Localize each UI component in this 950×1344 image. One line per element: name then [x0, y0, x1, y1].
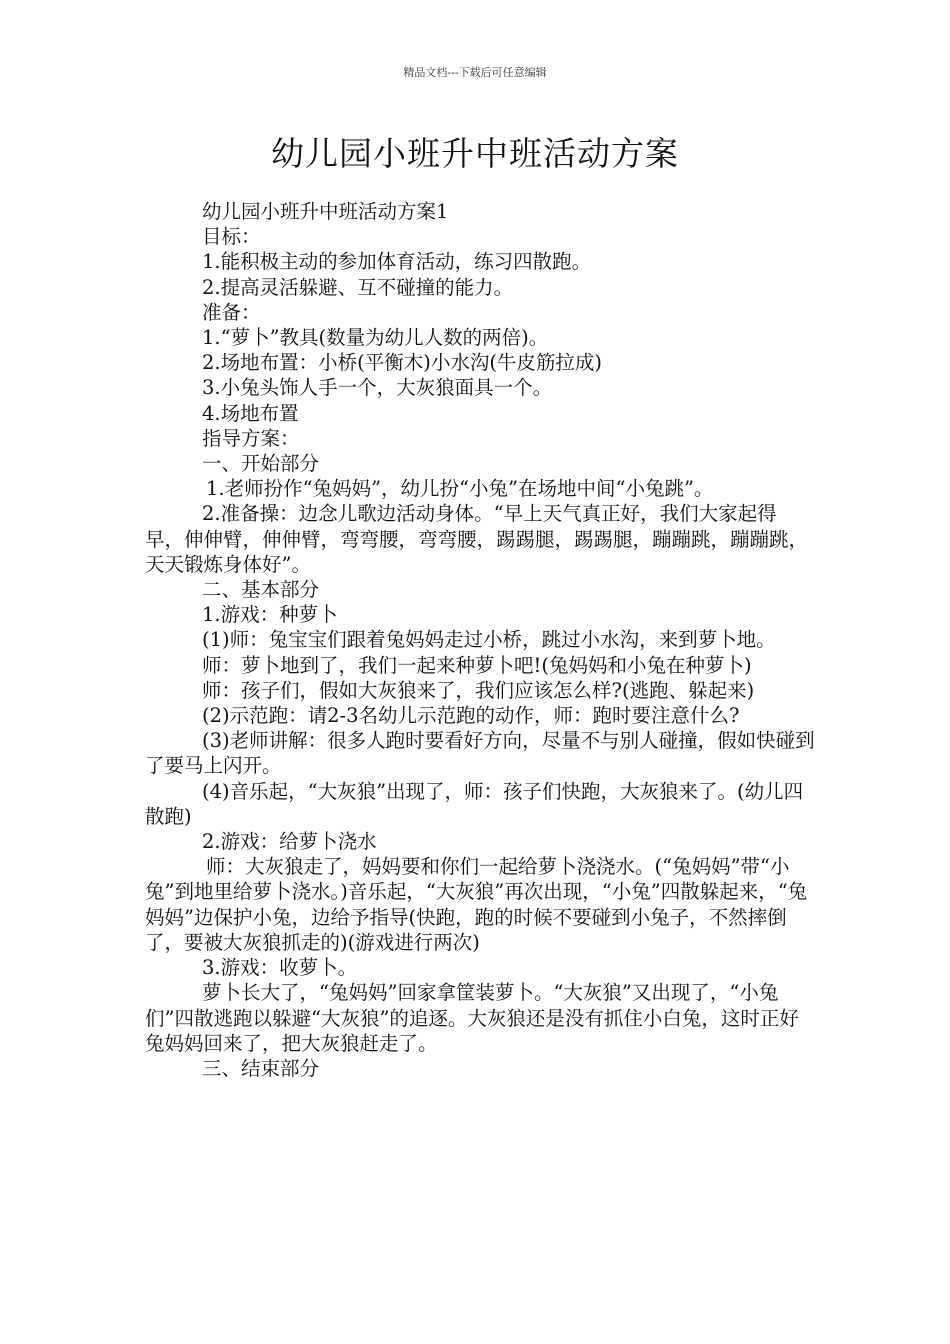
paragraph: (2)示范跑：请2-3名幼儿示范跑的动作，师：跑时要注意什么? — [202, 704, 740, 728]
paragraph: 2.游戏：给萝卜浇水 — [202, 830, 377, 854]
paragraph: 1.“萝卜”教具(数量为幼儿人数的两倍)。 — [202, 326, 549, 350]
paragraph: 3.游戏：收萝卜。 — [202, 956, 358, 980]
paragraph: 1.老师扮作“兔妈妈”，幼儿扮“小兔”在场地中间“小兔跳”。 — [206, 477, 714, 501]
document-body — [145, 199, 815, 1081]
header-note: 精品文档---下载后可任意编辑 — [403, 66, 547, 79]
paragraph: 师：大灰狼走了，妈妈要和你们一起给萝卜浇浇水。(“兔妈妈”带“小兔”到地里给萝卜浇水。)音乐起，“大灰狼”再次出现，“小兔”四散躲起来，“兔妈妈”边保护小兔，边给予指导(快跑，跑的时候不要碰到小兔子，不然摔倒了，要被大灰狼抓走的)(游戏进行两次) — [145, 855, 808, 954]
paragraph: 1.能积极主动的参加体育活动，练习四散跑。 — [202, 250, 592, 274]
paragraph-subtitle: 幼儿园小班升中班活动方案1 — [202, 200, 449, 223]
paragraph: 师：萝卜地到了，我们一起来种萝卜吧!(兔妈妈和小兔在种萝卜) — [202, 653, 752, 677]
paragraph: 目标： — [202, 225, 261, 249]
section-heading: 三、结束部分 — [202, 1056, 320, 1080]
paragraph: 萝卜长大了，“兔妈妈”回家拿筐装萝卜。“大灰狼”又出现了，“小兔们”四散逃跑以躲避“大灰狼”的追逐。大灰狼还是没有抓住小白兔，这时正好兔妈妈回来了，把大灰狼赶走了。 — [145, 981, 799, 1055]
paragraph: 指导方案： — [202, 426, 300, 450]
section-heading: 二、基本部分 — [202, 578, 320, 602]
paragraph: (1)师：兔宝宝们跟着兔妈妈走过小桥，跳过小水沟，来到萝卜地。 — [202, 628, 776, 652]
paragraph: 1.游戏：种萝卜 — [202, 603, 338, 627]
paragraph: (4)音乐起，“大灰狼”出现了，师：孩子们快跑，大灰狼来了。(幼儿四散跑) — [145, 779, 804, 828]
page-title: 幼儿园小班升中班活动方案 — [271, 134, 679, 173]
paragraph: 2.提高灵活躲避、互不碰撞的能力。 — [202, 275, 514, 299]
section-heading: 一、开始部分 — [202, 452, 320, 476]
paragraph: 4.场地布置 — [202, 401, 299, 425]
paragraph: 2.场地布置：小桥(平衡木)小水沟(牛皮筋拉成) — [202, 351, 603, 375]
paragraph: 2.准备操：边念儿歌边活动身体。“早上天气真正好，我们大家起得早，伸伸臂，伸伸臂，弯弯腰，弯弯腰，踢踢腿，踢踢腿，蹦蹦跳，蹦蹦跳，天天锻炼身体好”。 — [145, 502, 809, 576]
paragraph: 准备： — [202, 300, 261, 324]
paragraph: 师：孩子们，假如大灰狼来了，我们应该怎么样?(逃跑、躲起来) — [202, 678, 755, 702]
paragraph: 3.小兔头饰人手一个，大灰狼面具一个。 — [202, 376, 553, 400]
paragraph: (3)老师讲解：很多人跑时要看好方向，尽量不与别人碰撞，假如快碰到了要马上闪开。 — [145, 729, 815, 778]
